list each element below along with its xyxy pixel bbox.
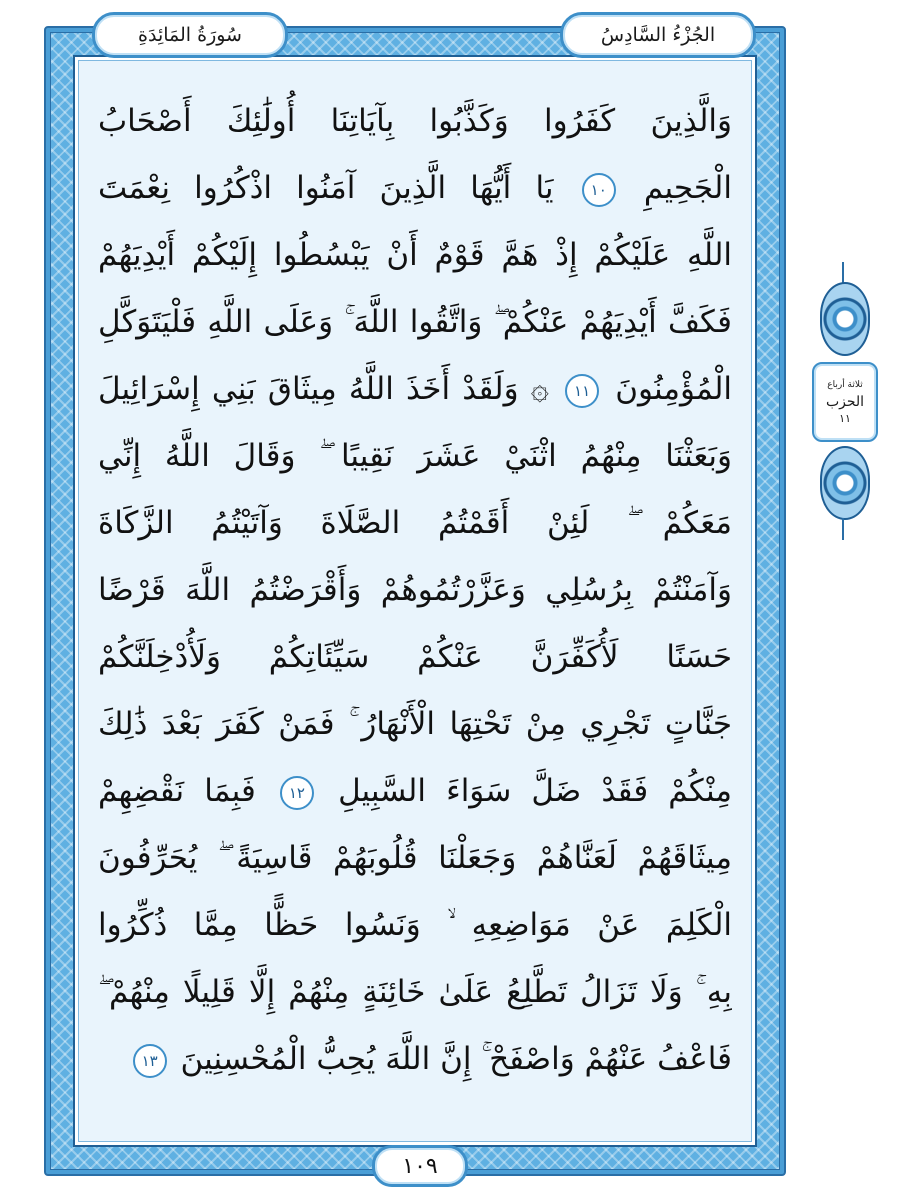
verse-line: وَآمَنْتُمْ بِرُسُلِي وَعَزَّرْتُمُوهُمْ وَأَقْرَضْتُمُ اللَّهَ قَرْضًا: [98, 572, 732, 608]
hizb-marker: [812, 262, 874, 540]
hizb-number: ١١: [839, 412, 851, 425]
verse-line: الْمُؤْمِنُونَ ١١ ۞ وَلَقَدْ أَخَذَ اللَّهُ مِيثَاقَ بَنِي إِسْرَائِيلَ: [98, 371, 732, 407]
ayah-number-marker: ١٢: [280, 776, 314, 810]
surah-name-header: سُورَةُ المَائِدَةِ: [92, 12, 288, 58]
ayah-number-marker: ١٠: [582, 173, 616, 207]
verse-line: وَالَّذِينَ كَفَرُوا وَكَذَّبُوا بِآيَاتِنَا أُولَٰئِكَ أَصْحَابُ: [98, 103, 732, 139]
verse-line: الْجَحِيمِ ١٠ يَا أَيُّهَا الَّذِينَ آمَنُوا اذْكُرُوا نِعْمَتَ: [98, 170, 732, 206]
hizb-label: [812, 362, 878, 442]
ayah-number-marker: ١٣: [133, 1044, 167, 1078]
verse-line: حَسَنًا لَأُكَفِّرَنَّ عَنْكُمْ سَيِّئَاتِكُمْ وَلَأُدْخِلَنَّكُمْ: [98, 639, 732, 675]
verse-line: جَنَّاتٍ تَجْرِي مِنْ تَحْتِهَا الْأَنْهَارُ ۚ فَمَنْ كَفَرَ بَعْدَ ذَٰلِكَ: [98, 706, 732, 742]
verse-line: وَبَعَثْنَا مِنْهُمُ اثْنَيْ عَشَرَ نَقِيبًا ۖ وَقَالَ اللَّهُ إِنِّي: [98, 438, 732, 474]
medallion-ornament: [820, 446, 870, 520]
verse-line: مَعَكُمْ ۖ لَئِنْ أَقَمْتُمُ الصَّلَاةَ وَآتَيْتُمُ الزَّكَاةَ: [98, 505, 732, 541]
verse-line: فَاعْفُ عَنْهُمْ وَاصْفَحْ ۚ إِنَّ اللَّهَ يُحِبُّ الْمُحْسِنِينَ ١٣: [98, 1026, 732, 1093]
verse-line: مِيثَاقَهُمْ لَعَنَّاهُمْ وَجَعَلْنَا قُلُوبَهُمْ قَاسِيَةً ۖ يُحَرِّفُونَ: [98, 840, 732, 876]
ornament-spike: [842, 518, 844, 540]
verse-line: مِنْكُمْ فَقَدْ ضَلَّ سَوَاءَ السَّبِيلِ ١٢ فَبِمَا نَقْضِهِمْ: [98, 773, 732, 809]
hizb-title: الحزب: [825, 394, 865, 410]
ornament-spike: [842, 262, 844, 284]
verse-line: اللَّهِ عَلَيْكُمْ إِذْ هَمَّ قَوْمٌ أَنْ يَبْسُطُوا إِلَيْكُمْ أَيْدِيَهُمْ: [98, 237, 732, 273]
verse-line: الْكَلِمَ عَنْ مَوَاضِعِهِ ۙ وَنَسُوا حَظًّا مِمَّا ذُكِّرُوا: [98, 907, 732, 943]
page-number: ١٠٩: [372, 1145, 468, 1187]
hizb-quarter-text: ثلاثة أرباع: [827, 380, 863, 390]
verse-line: فَكَفَّ أَيْدِيَهُمْ عَنْكُمْ ۖ وَاتَّقُوا اللَّهَ ۚ وَعَلَى اللَّهِ فَلْيَتَوَكَّلِ: [98, 304, 732, 340]
verse-line: بِهِ ۚ وَلَا تَزَالُ تَطَّلِعُ عَلَىٰ خَائِنَةٍ مِنْهُمْ إِلَّا قَلِيلًا مِنْهُمْ ۖ: [98, 974, 732, 1010]
medallion-ornament: [820, 282, 870, 356]
verse-lines: [98, 88, 732, 1093]
ayah-number-marker: ١١: [565, 374, 599, 408]
juz-name-header: الجُزْءُ السَّادِسُ: [560, 12, 756, 58]
